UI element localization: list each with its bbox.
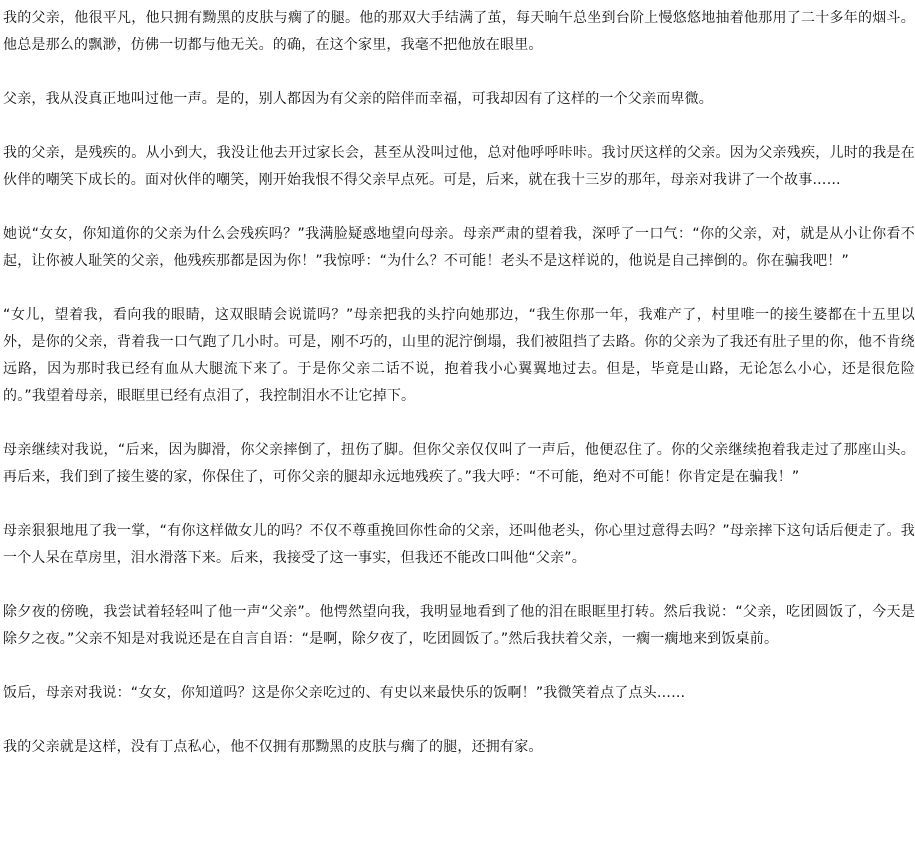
paragraph-9: 饭后，母亲对我说：“女女，你知道吗？这是你父亲吃过的、有史以来最快乐的饭啊！”我微笑着点了点头…… — [3, 685, 686, 701]
paragraph-7: 母亲狠狠地甩了我一掌，“有你这样做女儿的吗？不仅不尊重挽回你性命的父亲，还叫他老头，你心里过意得去吗？”母亲摔下这句话后便走了。我一个人呆在草房里，泪水滑落下来。后来，我接受了这一事实，但我还不能改口叫他“父亲”。 — [3, 523, 915, 566]
article-body — [3, 5, 915, 761]
paragraph-3: 我的父亲，是残疾的。从小到大，我没让他去开过家长会，甚至从没叫过他，总对他呼呼咔咔。我讨厌这样的父亲。因为父亲残疾，儿时的我是在伙伴的嘲笑下成长的。面对伙伴的嘲笑，刚开始我恨不得父亲早点死。可是，后来，就在我十三岁的那年，母亲对我讲了一个故事…… — [3, 145, 915, 188]
paragraph-5: “女儿，望着我，看向我的眼睛，这双眼睛会说谎吗？”母亲把我的头拧向她那边，“我生你那一年，我难产了，村里唯一的接生婆都在十五里以外，是你的父亲，背着我一口气跑了几小时。可是，刚不巧的，山里的泥泞倒塌，我们被阻挡了去路。你的父亲为了我还有肚子里的你，他不肯绕远路，因为那时我已经有血从大腿流下来了。于是你父亲二话不说，抱着我小心翼翼地过去。但是，毕竟是山路，无论怎么小心，还是很危险的。”我望着母亲，眼眶里已经有点泪了，我控制泪水不让它掉下。 — [3, 307, 915, 404]
paragraph-8: 除夕夜的傍晚，我尝试着轻轻叫了他一声“父亲”。他愕然望向我，我明显地看到了他的泪在眼眶里打转。然后我说：“父亲，吃团圆饭了，今天是除夕之夜。”父亲不知是对我说还是在自言自语：“是啊，除夕夜了，吃团圆饭了。”然后我扶着父亲，一瘸一瘸地来到饭桌前。 — [3, 604, 915, 647]
paragraph-10: 我的父亲就是这样，没有丁点私心，他不仅拥有那黝黑的皮肤与瘸了的腿，还拥有家。 — [3, 739, 543, 755]
paragraph-2: 父亲，我从没真正地叫过他一声。是的，别人都因为有父亲的陪伴而幸福，可我却因有了这样的一个父亲而卑微。 — [3, 91, 713, 107]
paragraph-1: 我的父亲，他很平凡，他只拥有黝黑的皮肤与瘸了的腿。他的那双大手结满了茧，每天晌午总坐到台阶上慢悠悠地抽着他那用了二十多年的烟斗。他总是那么的飘渺，仿佛一切都与他无关。的确，在这个家里，我毫不把他放在眼里。 — [3, 10, 915, 53]
paragraph-6: 母亲继续对我说，“后来，因为脚滑，你父亲摔倒了，扭伤了脚。但你父亲仅仅叫了一声后，他便忍住了。你的父亲继续抱着我走过了那座山头。再后来，我们到了接生婆的家，你保住了，可你父亲的腿却永远地残疾了。”我大呼：“不可能，绝对不可能！你肯定是在骗我！” — [3, 442, 915, 485]
paragraph-4: 她说“女女，你知道你的父亲为什么会残疾吗？”我满脸疑惑地望向母亲。母亲严肃的望着我，深呼了一口气：“你的父亲，对，就是从小让你看不起，让你被人耻笑的父亲，他残疾那都是因为你！”我惊呼：“为什么？不可能！老头不是这样说的，他说是自己摔倒的。你在骗我吧！” — [3, 226, 915, 269]
